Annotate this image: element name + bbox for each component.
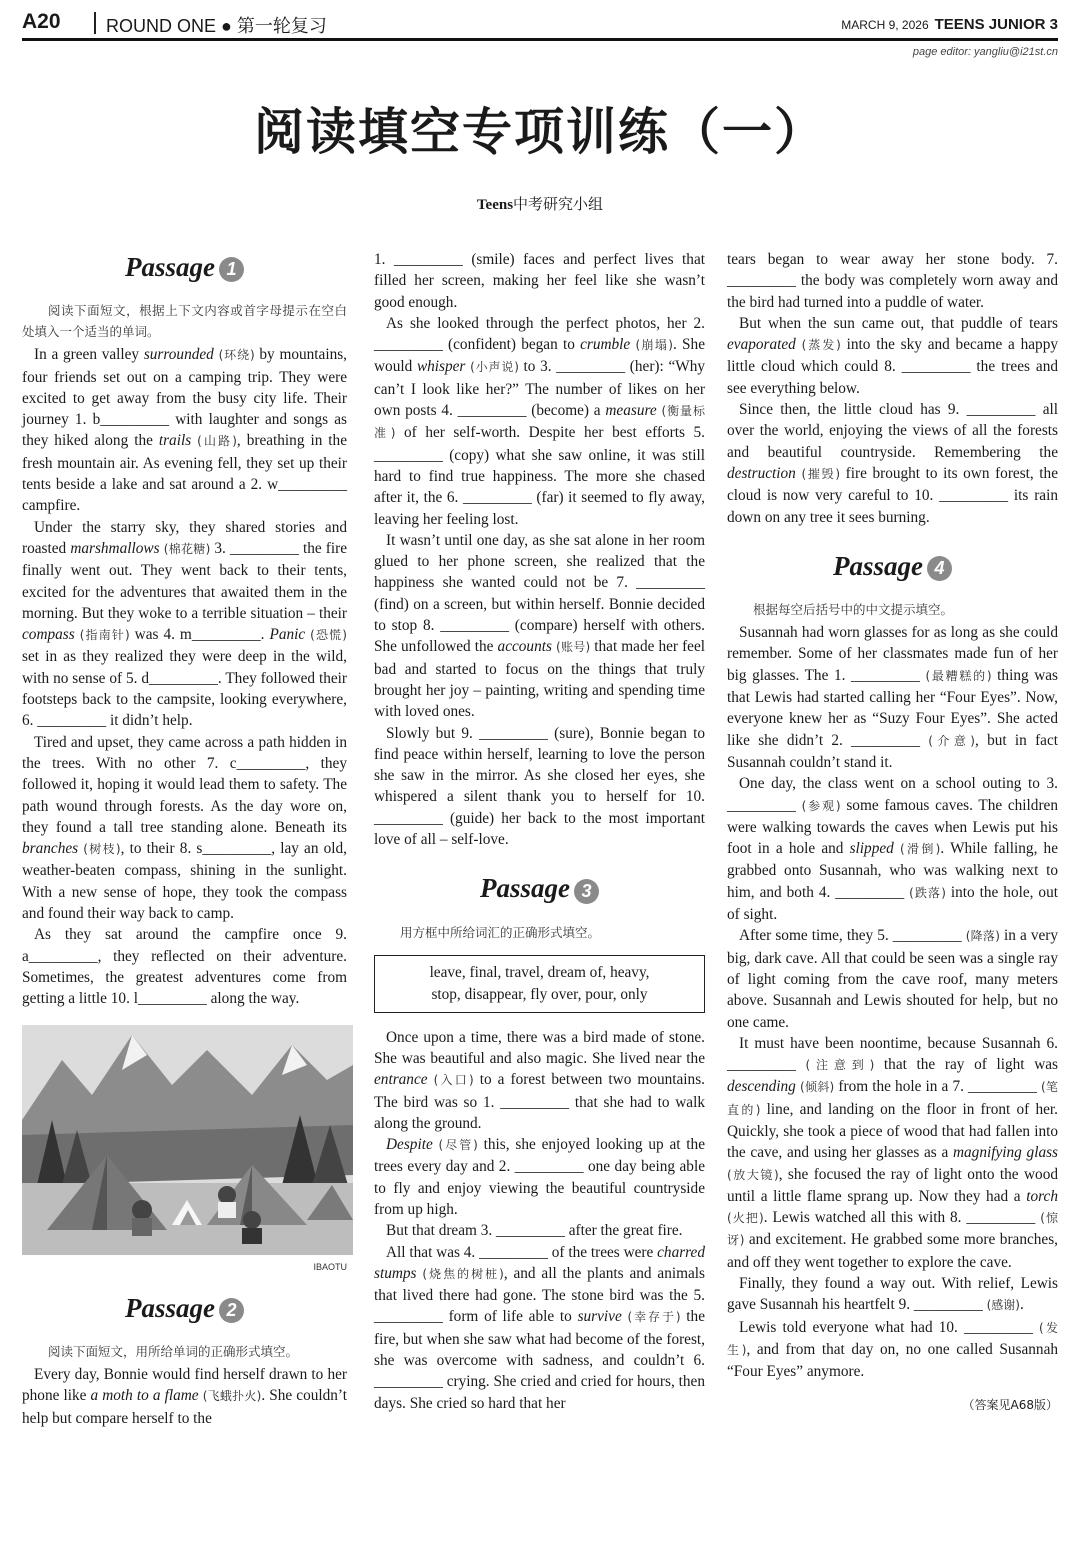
passage-4-paragraph: After some time, they 5. _________ (降落) in a very big, dark cave. All that could be seen was a single ray of light coming from the cave roof, many meters above. Susannah and Lewis shouted for help, but no one came. xyxy=(727,927,1059,1031)
passage-number-badge: 4 xyxy=(927,556,952,581)
passage-1-heading: Passage 1 xyxy=(22,257,347,282)
passage-1-paragraph: Under the starry sky, they shared stories and roasted marshmallows (棉花糖) 3. _________ the fire finally went out. They went back to their tents, excited for the adventures that awaited them in the morning. But they woke to a terrible situation – their compass (指南针) was 4. m_________. Panic (恐慌) set in as they realized they were deep in the wild, with no sense of 5. d_________. They followed their footsteps back to the campsite, looking everywhere, 6. _________ it didn’t help. xyxy=(22,518,348,730)
passage-number-badge: 3 xyxy=(574,879,599,904)
passage-1-paragraph: Tired and upset, they came across a path hidden in the trees. With no other 7. c_________, they followed it, hoping it would lead them to safety. The path wound through forests. As the day wore on, they found a tall tree standing alone. Beneath its branches (树枝), to their 8. s_________, lay an old, weather-beaten compass, shining in the sunlight. With a new sense of hope, they took the compass and found their way back to camp. xyxy=(22,733,347,923)
passage-2-paragraph: Slowly but 9. _________ (sure), Bonnie began to find peace within herself, learning to love the person she saw in the mirror. As she closed her eyes, she whispered a silent thank you to herself for 10. _________ (guide) her back to the most important love of all – self-love. xyxy=(374,724,705,849)
passage-2-paragraph: It wasn’t until one day, as she sat alone in her room glued to her phone screen, she realized that the happiness she wanted could not be 7. _________ (find) on a screen, but within herself. Bonnie decided to stop 8. _________ (compare) herself with others. She unfollowed the accounts (账号) that made her feel bad and started to focus on the things that truly brought her joy – painting, writing and spending time with loved ones. xyxy=(374,531,706,721)
passage-3-paragraph: But when the sun came out, that puddle of tears evaporated (蒸发) into the sky and became a happy little cloud which could 8. _________ the trees and see everything below. xyxy=(727,314,1058,397)
passage-2-paragraph: 1. _________ (smile) faces and perfect lives that filled her screen, making her feel like she wasn’t good enough. xyxy=(374,251,705,311)
passage-3-paragraph: All that was 4. _________ of the trees were charred stumps (烧焦的树桩), and all the plants and animals that lived there had gone. The stone bird was the 5. _________ form of life able to survive (幸存于) the fire, but when she saw what had become of the forest, she was overcome with sadness, and couldn’t 6. _________ crying. She cried and cried for hours, then days. She cried so hard that her xyxy=(374,1243,705,1412)
byline-brand: Teens xyxy=(476,197,514,213)
passage-1-instructions: 阅读下面短文，根据上下文内容或首字母提示在空白处填入一个适当的单词。 xyxy=(22,303,347,340)
issue-info xyxy=(841,16,1058,33)
page-title: 阅读填空专项训练（一） xyxy=(254,103,826,161)
passage-2-heading: Passage 2 xyxy=(22,1298,347,1323)
passage-2-instructions: 阅读下面短文，用所给单词的正确形式填空。 xyxy=(48,1344,299,1360)
passage-4-instructions: 根据每空后括号中的中文提示填空。 xyxy=(753,602,954,618)
passage-3-heading: Passage 3 xyxy=(374,878,705,903)
passage-4-heading: Passage 4 xyxy=(727,556,1058,581)
paper-name: TEENS JUNIOR 3 xyxy=(934,16,1058,33)
header-rule xyxy=(22,38,1058,41)
passage-2-paragraph: Every day, Bonnie would find herself drawn to her phone like a moth to a flame (飞蛾扑火). She couldn’t help but compare herself to the xyxy=(22,1366,347,1427)
byline-group: 中考研究小组 xyxy=(513,197,604,213)
passage-3-paragraph: Since then, the little cloud has 9. _________ all over the world, enjoying the views of all the forests and beautiful countryside. Remembering the destruction (摧毁) fire brought to its own forest, the cloud is now very careful to 10. _________ its rain down on any tree it sees burning. xyxy=(727,401,1058,526)
page-editor: page editor: yangliu@i21st.cn xyxy=(912,46,1058,58)
passage-3-paragraph: But that dream 3. _________ after the great fire. xyxy=(386,1222,683,1240)
column-1 xyxy=(22,249,347,1429)
camping-illustration xyxy=(22,1025,353,1255)
answer-reference: （答案见A68版） xyxy=(962,1397,1058,1412)
page-number: A20 xyxy=(22,10,61,33)
word-bank-box: leave, final, travel, dream of, heavy, stop, disappear, fly over, pour, only xyxy=(374,955,705,1013)
passage-3-paragraph: tears began to wear away her stone body. 7. _________ the body was completely worn away and the bird had turned into a puddle of water. xyxy=(727,251,1058,311)
passage-number-badge: 1 xyxy=(219,257,244,282)
passage-4-paragraph: Finally, they found a way out. With relief, Lewis gave Susannah his heartfelt 9. _________ (感谢). xyxy=(727,1275,1058,1314)
section-label: ROUND ONE ● 第一轮复习 xyxy=(106,16,327,36)
passage-3-instructions: 用方框中所给词汇的正确形式填空。 xyxy=(400,924,601,940)
passage-number-badge: 2 xyxy=(219,1298,244,1323)
page-header xyxy=(22,10,1058,38)
passage-3-paragraph: Despite (尽管) this, she enjoyed looking up at the trees every day and 2. _________ one day being able to fly and enjoy viewing the beautiful countryside from up high. xyxy=(374,1136,705,1218)
passage-3-paragraph: Once upon a time, there was a bird made of stone. She was beautiful and also magic. She lived near the entrance (入口) to a forest between two mountains. The bird was so 1. _________ that she had to walk along the ground. xyxy=(374,1028,705,1132)
column-3 xyxy=(727,249,1058,1416)
passage-1-paragraph: As they sat around the campfire once 9. a_________, they reflected on their adventure. Sometimes, the greatest adventures come from getting a little 10. l_________ along the way. xyxy=(22,926,347,1008)
passage-4-paragraph: One day, the class went on a school outing to 3. _________ (参观) some famous caves. The children were walking towards the caves when Lewis put his foot in a hole and slipped (滑倒). While falling, he grabbed onto Susannah, who was walking next to him, and both 4. _________ (跌落) into the hole, out of sight. xyxy=(727,775,1058,924)
passage-4-paragraph: It must have been noontime, because Susannah 6. _________ (注意到) that the ray of light was descending (倾斜) from the hole in a 7. _________ (笔直的) line, and landing on the floor in front of her. Quickly, she took a piece of wood that had fallen into the cave, and using her glasses as a magnifying glass (放大镜), she focused the ray of light onto the wood until a little flame sprang up. Now they had a torch (火把). Lewis watched all this with 8. _________ (惊讶) and excitement. He grabbed some more branches, and off they went together to explore the cave. xyxy=(727,1034,1058,1271)
column-2 xyxy=(374,249,705,1414)
byline xyxy=(0,193,1080,214)
issue-date: MARCH 9, 2026 xyxy=(841,18,929,32)
passage-4-paragraph: Lewis told everyone what had 10. _________ (发生), and from that day on, no one called Susannah “Four Eyes” anymore. xyxy=(727,1318,1059,1381)
header-divider xyxy=(94,12,96,34)
passage-4-paragraph: Susannah had worn glasses for as long as she could remember. Some of her classmates made fun of her big glasses. The 1. _________ (最糟糕的) thing was that Lewis had started calling her “Four Eyes”. Now, everyone knew her as “Suzy Four Eyes”. She acted like she didn’t 2. _________ (介意), but in fact Susannah couldn’t stand it. xyxy=(727,624,1058,771)
passage-2-paragraph: As she looked through the perfect photos, her 2. _________ (confident) began to crumble (崩塌). She would whisper (小声说) to 3. _________ (her): “Why can’t I look like her?” The number of likes on her own posts 4. _________ (become) a measure (衡量标准) of her self-worth. Despite her best efforts 5. _________ (copy) what she saw online, it was still hard to find true happiness. The more she chased after it, the 6. _________ (far) it seemed to fly away, leaving her feeling lost. xyxy=(374,314,706,528)
image-credit: IBAOTU xyxy=(313,1261,347,1272)
passage-1-paragraph: In a green valley surrounded (环绕) by mountains, four friends set out on a camping trip. They were excited to get away from the busy city life. Their journey 1. b_________ with laughter and songs as they hiked along the trails (山路), breathing in the fresh mountain air. As evening fell, they set up their tents beside a lake and sat around a 2. w_________ campfire. xyxy=(22,346,347,515)
